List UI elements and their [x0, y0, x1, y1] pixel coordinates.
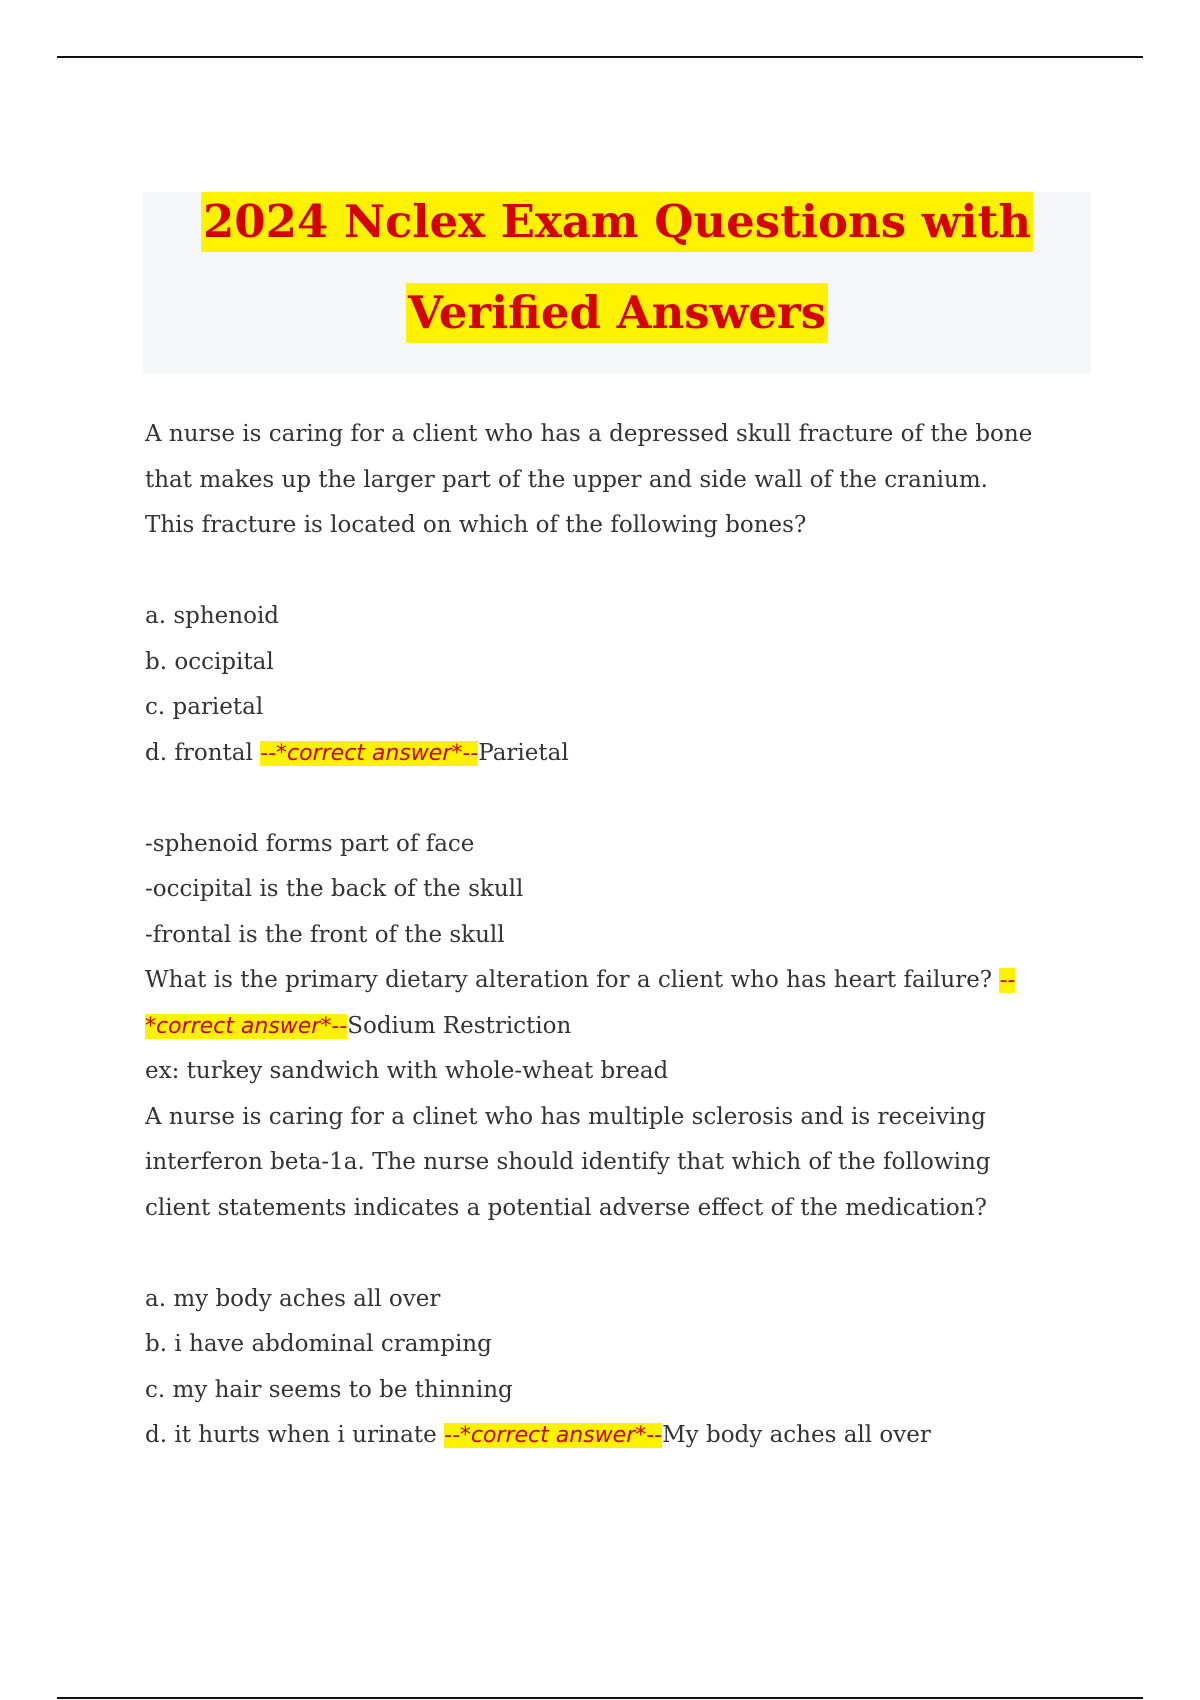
q3-stem-line: A nurse is caring for a clinet who has multiple sclerosis and is receiving [145, 1103, 986, 1130]
q2-answer: Sodium Restriction [347, 1012, 572, 1039]
spacer [145, 1231, 1105, 1277]
title-line-2 [143, 283, 1091, 343]
q1-option-with-answer [145, 731, 1105, 777]
q3-answer: My body aches all over [662, 1422, 931, 1448]
q2-stem: What is the primary dietary alteration for a client who has heart failure? [145, 967, 1000, 993]
correct-answer-marker: --*correct answer*-- [444, 1423, 663, 1448]
q3-option: a. my body aches all over [145, 1285, 441, 1312]
title-box [143, 192, 1091, 374]
title-line-1 [143, 192, 1091, 252]
q3-option-d: d. it hurts when i urinate [145, 1422, 444, 1448]
document-body [145, 412, 1105, 1459]
q3-option-with-answer [145, 1413, 1105, 1459]
q1-answer: Parietal [478, 739, 569, 766]
q3-stem-line: client statements indicates a potential adverse effect of the medication? [145, 1194, 987, 1221]
q1-rationale-line: -occipital is the back of the skull [145, 876, 524, 902]
q1-stem-line: This fracture is located on which of the following bones? [145, 512, 807, 538]
q1-option: c. parietal [145, 694, 264, 720]
q3-option: b. i have abdominal cramping [145, 1331, 492, 1357]
q1-option: a. sphenoid [145, 603, 280, 629]
top-rule [57, 56, 1143, 58]
q3-option: c. my hair seems to be thinning [145, 1376, 513, 1403]
spacer [145, 549, 1105, 595]
q2-example: ex: turkey sandwich with whole-wheat bread [145, 1058, 669, 1084]
q1-option: b. occipital [145, 648, 274, 675]
title-text-1: 2024 Nclex Exam Questions with [201, 192, 1033, 252]
q1-option-d: d. frontal [145, 739, 261, 766]
spacer [145, 776, 1105, 822]
correct-answer-marker: --*correct answer*-- [260, 740, 479, 766]
correct-answer-marker-part1: -- [999, 968, 1016, 993]
title-text-2: Verified Answers [406, 283, 828, 343]
q2-stem-line [145, 958, 1105, 1004]
q1-rationale-line: -sphenoid forms part of face [145, 830, 475, 857]
q1-rationale-line: -frontal is the front of the skull [145, 921, 505, 948]
q1-stem-line: that makes up the larger part of the upper and side wall of the cranium. [145, 466, 988, 493]
correct-answer-marker-part2: *correct answer*-- [145, 1013, 348, 1039]
q3-stem-line: interferon beta-1a. The nurse should identify that which of the following [145, 1149, 991, 1175]
q2-answer-line [145, 1004, 1105, 1050]
q1-stem-line: A nurse is caring for a client who has a depressed skull fracture of the bone [145, 421, 1033, 447]
bottom-rule [57, 1697, 1143, 1699]
